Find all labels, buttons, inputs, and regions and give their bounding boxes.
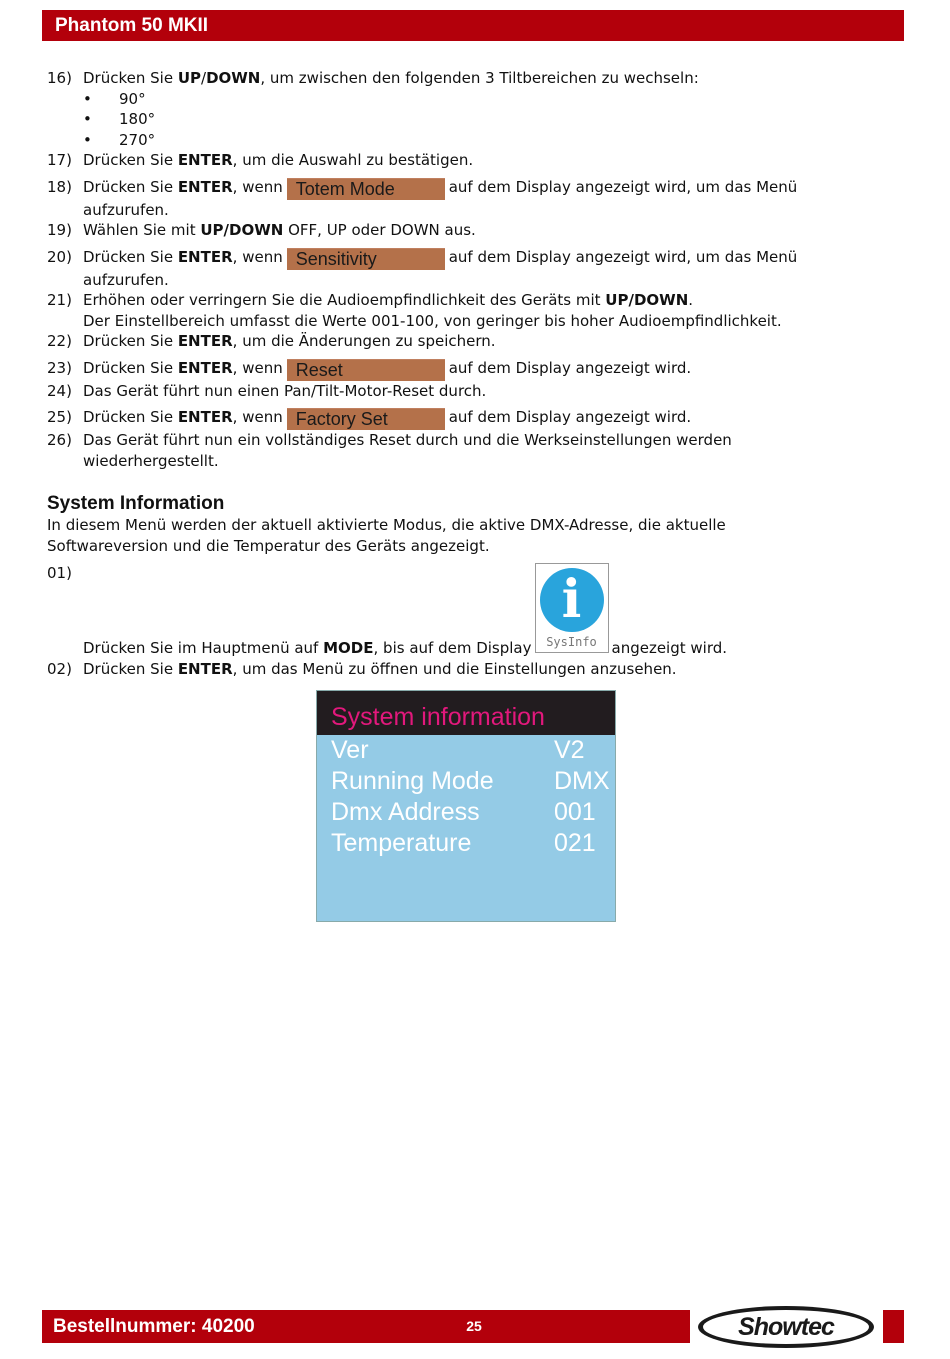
text: Drücken Sie: [83, 332, 178, 350]
lcd-value: V2: [554, 736, 585, 764]
step-number: 25): [47, 408, 72, 426]
lcd-row-ver: [317, 735, 615, 766]
text: , um die Änderungen zu speichern.: [232, 332, 496, 350]
manual-content: [47, 68, 847, 679]
text: Drücken Sie: [83, 69, 178, 87]
step-text: [83, 331, 847, 352]
lcd-value: 021: [554, 829, 596, 857]
step-number: 21): [47, 291, 72, 309]
step-number: 16): [47, 69, 72, 87]
step-19: [47, 220, 847, 241]
text: Drücken Sie: [83, 177, 178, 196]
page-number: 25: [466, 1318, 482, 1334]
svg-text:Showtec: Showtec: [738, 1313, 834, 1341]
step-text: [83, 563, 847, 659]
text: , wenn: [232, 358, 283, 377]
text: Drücken Sie: [83, 408, 178, 426]
lcd-label: Running Mode: [331, 767, 494, 795]
step-18: [47, 177, 847, 221]
text: Drücken Sie: [83, 358, 178, 377]
step-text: [83, 247, 847, 291]
text: Drücken Sie im Hauptmenü auf: [83, 639, 324, 657]
step-number: 24): [47, 381, 72, 400]
step-text: Das Gerät führt nun einen Pan/Tilt-Motor-Reset durch.: [83, 381, 487, 400]
key-enter: ENTER: [177, 408, 233, 426]
text: Der Einstellbereich umfasst die Werte 001-100, von geringer bis hoher Audioempfindlichkeit.: [83, 311, 782, 330]
step-text: [83, 150, 847, 171]
list-item: • 270°: [83, 130, 847, 151]
text: /: [201, 69, 207, 87]
step-number: 26): [47, 431, 72, 449]
step-text: [83, 290, 847, 331]
lcd-title: System information: [317, 691, 615, 735]
section-intro: In diesem Menü werden der aktuell aktivierte Modus, die aktive DMX-Adresse, die aktuelle Softwareversion und die Temperatur des Geräts angezeigt.: [47, 516, 726, 555]
list-item: • 90°: [83, 89, 847, 110]
key-up-down: UP/DOWN: [605, 291, 689, 309]
lcd-row-temperature: [317, 828, 615, 859]
lcd-label: Temperature: [331, 829, 472, 857]
list-item: • 180°: [83, 109, 847, 130]
lcd-row-running-mode: [317, 766, 615, 797]
step-text: [83, 177, 847, 221]
key-down: DOWN: [206, 69, 261, 87]
step-24: [47, 381, 847, 402]
text: auf dem Display angezeigt wird.: [448, 358, 692, 377]
step-number: 17): [47, 151, 72, 169]
step-01: [47, 563, 847, 659]
key-up-down: UP/DOWN: [200, 221, 284, 239]
document-title: Phantom 50 MKII: [55, 15, 209, 36]
lcd-value: DMX: [554, 767, 610, 795]
step-20: [47, 247, 847, 291]
step-text: [83, 220, 847, 241]
text: .: [688, 291, 694, 309]
display-chip-totem-mode: Totem Mode: [287, 178, 445, 200]
step-number: 18): [47, 177, 72, 196]
text: auf dem Display angezeigt wird, um das Menü aufzurufen.: [83, 177, 798, 219]
display-chip-sensitivity: Sensitivity: [287, 248, 445, 270]
step-text: [83, 659, 847, 680]
step-23: [47, 358, 847, 381]
text: , um das Menü zu öffnen und die Einstellungen anzusehen.: [232, 659, 677, 678]
text: , bis auf dem Display: [373, 639, 532, 657]
text: Drücken Sie: [83, 247, 178, 266]
text: auf dem Display angezeigt wird.: [448, 408, 692, 426]
info-glyph: i: [561, 569, 582, 630]
key-enter: ENTER: [177, 332, 233, 350]
text: Wählen Sie mit: [83, 221, 201, 239]
tilt-range-list: [83, 89, 847, 151]
step-17: [47, 150, 847, 171]
lcd-label: Ver: [331, 736, 369, 764]
step-number: 23): [47, 358, 72, 377]
order-number: Bestellnummer: 40200: [53, 1316, 255, 1337]
text: , um die Auswahl zu bestätigen.: [232, 151, 474, 169]
step-number: 20): [47, 247, 72, 266]
text: , wenn: [232, 247, 283, 266]
step-02: [47, 659, 847, 680]
text: , wenn: [232, 408, 283, 426]
step-25: [47, 407, 847, 430]
key-enter: ENTER: [177, 358, 233, 377]
footer-accent-bar: [883, 1310, 904, 1343]
text: OFF, UP oder DOWN aus.: [283, 221, 476, 239]
step-21: [47, 290, 847, 331]
text: Drücken Sie: [83, 659, 178, 678]
step-number: 19): [47, 221, 72, 239]
step-number: 22): [47, 332, 72, 350]
lcd-value: 001: [554, 798, 596, 826]
text: Erhöhen oder verringern Sie die Audioempfindlichkeit des Geräts mit: [83, 291, 606, 309]
key-up: UP: [177, 69, 201, 87]
sysinfo-icon: [535, 563, 609, 655]
key-enter: ENTER: [177, 177, 233, 196]
header-bar: [42, 10, 904, 41]
key-enter: ENTER: [177, 247, 233, 266]
step-text: [83, 358, 847, 381]
lcd-display: [316, 690, 616, 922]
display-chip-factory-set: Factory Set: [287, 408, 445, 430]
step-22: [47, 331, 847, 352]
text: , wenn: [232, 177, 283, 196]
key-enter: ENTER: [177, 151, 233, 169]
lcd-row-dmx-address: [317, 797, 615, 828]
text: , um zwischen den folgenden 3 Tiltbereichen zu wechseln:: [260, 69, 699, 87]
step-text: [83, 68, 847, 89]
key-enter: ENTER: [177, 659, 233, 678]
section-heading: System Information: [47, 493, 225, 514]
display-chip-reset: Reset: [287, 359, 445, 381]
step-26: [47, 430, 847, 471]
showtec-logo: [696, 1304, 876, 1350]
step-text: Das Gerät führt nun ein vollständiges Reset durch und die Werkseinstellungen werden wiederhergestellt.: [83, 431, 732, 470]
text: auf dem Display angezeigt wird, um das Menü aufzurufen.: [83, 247, 798, 289]
sysinfo-caption: SysInfo: [546, 635, 597, 649]
step-number: 02): [47, 659, 72, 678]
step-number: 01): [47, 564, 72, 582]
lcd-label: Dmx Address: [331, 798, 480, 826]
step-text: [83, 407, 847, 430]
step-16: [47, 68, 847, 89]
text: angezeigt wird.: [611, 639, 728, 657]
text: Drücken Sie: [83, 151, 178, 169]
key-mode: MODE: [323, 639, 374, 657]
footer-bar: [42, 1310, 690, 1343]
